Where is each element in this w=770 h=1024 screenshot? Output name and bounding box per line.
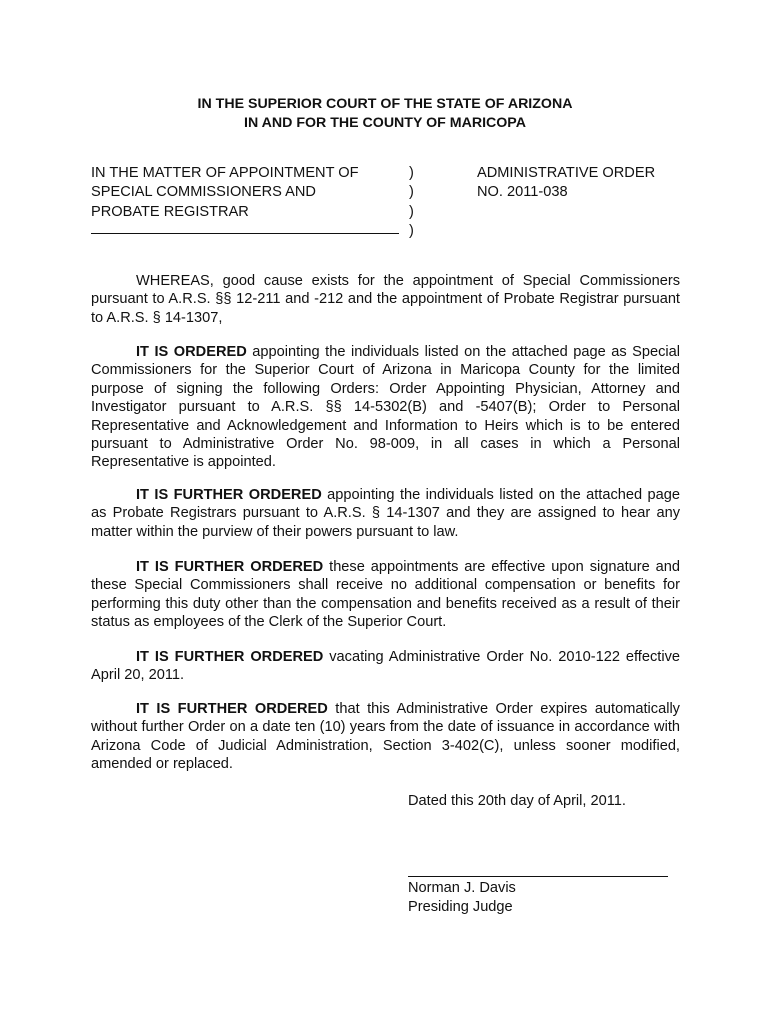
dated-line: Dated this 20th day of April, 2011.: [408, 793, 626, 809]
paragraph-lead: IT IS FURTHER ORDERED: [136, 487, 322, 503]
caption-paren: ): [409, 165, 414, 181]
paragraph-text: that this Administrative Order expires automatically without further Order on a date ten (10) years from the date of issuance in accordance with Arizona Code of Judicial Administration, Section 3-402(C), unless sooner modified, amended or replaced.: [91, 701, 680, 773]
paragraph-text: these appointments are effective upon signature and these Special Commissioners shall receive no additional compensation or benefits for performing this duty other than the compensation and benefits received as a result of their status as employees of the Clerk of the Superior Court.: [91, 559, 680, 631]
signer-name: Norman J. Davis: [408, 880, 516, 896]
whereas-paragraph: [91, 272, 680, 327]
paragraph-text: appointing the individuals listed on the attached page as Special Commissioners for the Superior Court of Arizona in Maricopa County for the limited purpose of signing the following Orders: Order Appointing Physician, Attorney and Investigator pursuant to A.R.S. §§ 14-5302(B) and -5407(B); Order to Personal Representative and Acknowledgement and Information to Heirs which is to be entered pursuant to Administrative Order No. 98-009, in all cases in which a Personal Representative is appointed.: [91, 344, 681, 471]
order-paragraph: [91, 343, 680, 472]
signature-block: [408, 879, 516, 917]
caption-order-line: ADMINISTRATIVE ORDER: [477, 165, 656, 181]
caption-matter-line: SPECIAL COMMISSIONERS AND: [91, 184, 316, 201]
caption-underline: [91, 233, 399, 234]
court-header-line-1: IN THE SUPERIOR COURT OF THE STATE OF ARIZONA: [197, 96, 573, 112]
caption-parentheses: [409, 164, 421, 241]
paragraph-text: vacating Administrative Order No. 2010-122 effective April 20, 2011.: [91, 649, 680, 684]
caption-matter: [91, 164, 411, 222]
caption-matter-line: PROBATE REGISTRAR: [91, 203, 249, 220]
signature-line: [408, 876, 668, 877]
court-header: [0, 95, 770, 133]
order-paragraph: [91, 486, 680, 541]
signer-title: Presiding Judge: [408, 899, 513, 915]
order-paragraph: [91, 558, 680, 632]
paragraph-lead: IT IS FURTHER ORDERED: [136, 649, 324, 665]
paragraph-text: WHEREAS, good cause exists for the appointment of Special Commissioners pursuant to A.R.S. §§ 12-211 and -212 and the appointment of Probate Registrar pursuant to A.R.S. § 14-1307,: [91, 273, 680, 326]
paragraph-lead: IT IS FURTHER ORDERED: [136, 559, 324, 575]
caption-order-line: NO. 2011-038: [477, 184, 568, 201]
order-paragraph: [91, 700, 680, 774]
order-paragraph: [91, 648, 680, 685]
caption-paren: ): [409, 203, 414, 220]
paragraph-text: appointing the individuals listed on the attached page as Probate Registrars pursuant to A.R.S. § 14-1307 and they are assigned to hear any matter within the purview of their powers pursuant to law.: [91, 487, 681, 540]
paragraph-lead: IT IS FURTHER ORDERED: [136, 701, 328, 717]
caption-paren: ): [409, 184, 414, 201]
paragraph-lead: IT IS ORDERED: [136, 344, 247, 360]
court-header-line-2: IN AND FOR THE COUNTY OF MARICOPA: [244, 115, 526, 131]
caption-order-number: [477, 164, 697, 203]
caption-paren: ): [409, 222, 414, 239]
caption-matter-line: IN THE MATTER OF APPOINTMENT OF: [91, 165, 359, 181]
case-caption: [91, 164, 691, 244]
